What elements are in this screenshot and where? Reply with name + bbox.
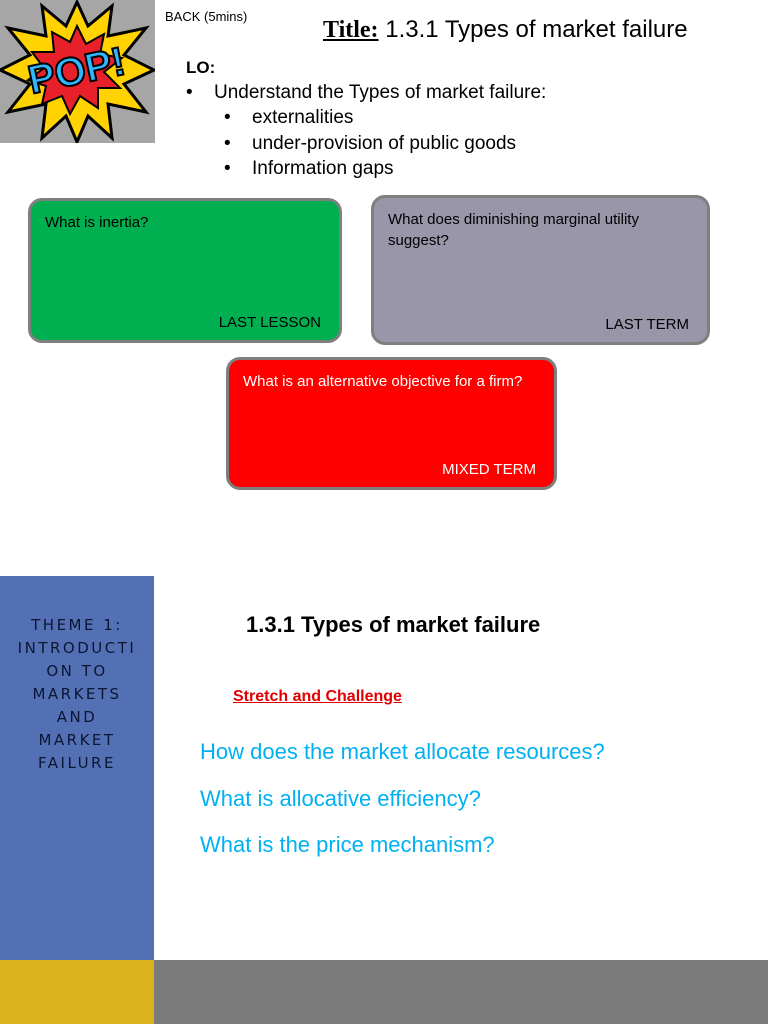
lo-main-text: Understand the Types of market failure: — [214, 82, 547, 103]
lo-main-bullet — [186, 82, 546, 104]
pop-comic-graphic — [0, 0, 155, 143]
lo-sub-text: under-provision of public goods — [252, 133, 517, 154]
box-tag: LAST LESSON — [218, 314, 321, 331]
bullet-icon: • — [224, 158, 231, 179]
title-label: Title: — [323, 17, 379, 43]
last-lesson-box — [28, 198, 342, 343]
theme-line: FAILURE — [38, 754, 116, 772]
title-text: 1.3.1 Types of market failure — [378, 16, 688, 43]
footer-gold-block — [0, 960, 154, 1024]
slide-title — [323, 16, 688, 44]
mixed-term-box — [226, 357, 557, 490]
challenge-question: What is allocative efficiency? — [200, 786, 481, 811]
box-question: What does diminishing marginal utility suggest? — [388, 211, 639, 249]
pop-logo-text: POP! — [24, 39, 130, 103]
back-label[interactable]: BACK (5mins) — [165, 9, 248, 24]
pop-burst-icon — [0, 0, 155, 143]
stretch-challenge-label: Stretch and Challenge — [233, 688, 402, 705]
slide-heading: 1.3.1 Types of market failure — [246, 612, 541, 637]
theme-line: THEME 1: — [31, 616, 123, 634]
lo-sub-item — [224, 133, 516, 155]
theme-line: MARKET — [38, 731, 116, 749]
challenge-question: How does the market allocate resources? — [200, 739, 605, 764]
lo-sub-text: externalities — [252, 107, 354, 128]
lo-sub-item — [224, 107, 353, 129]
challenge-question: What is the price mechanism? — [200, 832, 495, 857]
lo-sub-text: Information gaps — [252, 158, 394, 179]
lo-sub-item — [224, 158, 394, 180]
box-question: What is inertia? — [45, 214, 149, 231]
box-tag: MIXED TERM — [442, 461, 536, 478]
bullet-icon: • — [224, 133, 231, 154]
lo-label: LO: — [186, 58, 216, 77]
theme-line: INTRODUCTI — [17, 639, 137, 657]
theme-line: ON TO — [46, 662, 108, 680]
theme-line: MARKETS — [32, 685, 122, 703]
bullet-icon: • — [186, 82, 193, 103]
bullet-icon: • — [224, 107, 231, 128]
last-term-box — [371, 195, 710, 345]
box-question: What is an alternative objective for a firm? — [243, 373, 523, 390]
box-tag: LAST TERM — [605, 316, 689, 333]
theme-label — [0, 614, 154, 775]
theme-line: AND — [56, 708, 98, 726]
footer-gray-band — [154, 960, 768, 1024]
